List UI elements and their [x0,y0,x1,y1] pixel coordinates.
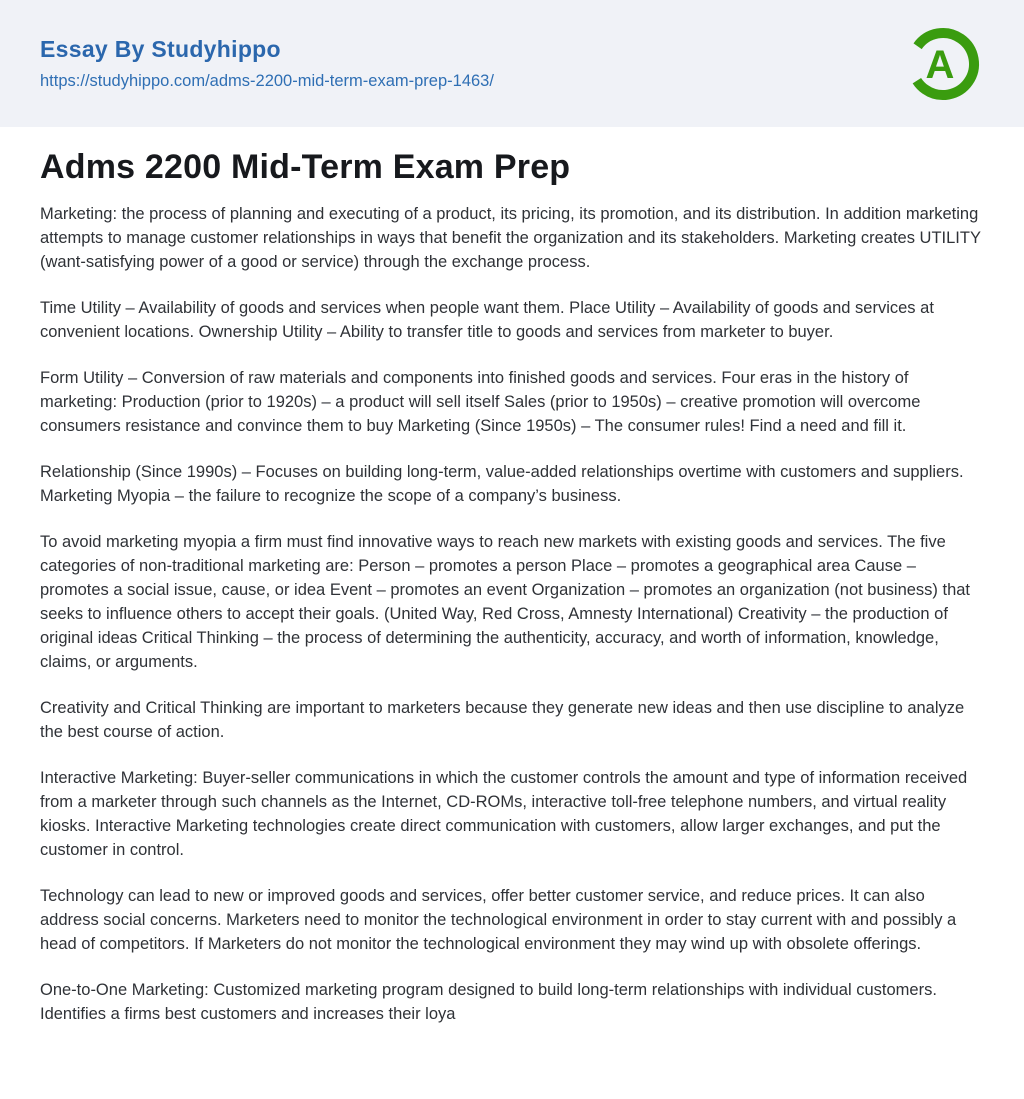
essay-paragraph: One-to-One Marketing: Customized marketing program designed to build long-term relationships with individual customers. Identifies a firms best customers and increases their loya [40,981,937,1023]
source-url-link[interactable]: https://studyhippo.com/adms-2200-mid-term-exam-prep-1463/ [40,72,494,90]
page-title: Adms 2200 Mid-Term Exam Prep [40,148,571,186]
essay-paragraph: Creativity and Critical Thinking are important to marketers because they generate new ideas and then use discipline to analyze the best course of action. [40,699,965,741]
site-title: Essay By Studyhippo [40,36,281,62]
essay-paragraph: Relationship (Since 1990s) – Focuses on building long-term, value-added relationships overtime with customers and suppliers. Marketing Myopia – the failure to recognize the scope of a company’s business. [40,463,964,505]
header-text-block [40,36,494,91]
essay-paragraph: Interactive Marketing: Buyer-seller communications in which the customer controls the amount and type of information received from a marketer through such channels as the Internet, CD-ROMs, interactive toll-free telephone numbers, and virtual reality kiosks. Interactive Marketing technologies create direct communication with customers, allow larger exchanges, and put the customer in control. [40,769,968,859]
essay-content [0,127,1024,1026]
essay-paragraph: Marketing: the process of planning and executing of a product, its pricing, its promotion, and its distribution. In addition marketing attempts to manage customer relationships in ways that benefit the organization and its stakeholders. Marketing creates UTILITY (want-satisfying power of a good or service) through the exchange process. [40,205,981,271]
essay-paragraph: To avoid marketing myopia a firm must find innovative ways to reach new markets with existing goods and services. The five categories of non-traditional marketing are: Person – promotes a person Place – promotes a geographical area Cause – promotes a social issue, cause, or idea Event – promotes an event Organization – promotes an organization (not business) that seeks to influence others to accept their goals. (United Way, Red Cross, Amnesty International) Creativity – the production of original ideas Critical Thinking – the process of determining the authenticity, accuracy, and worth of information, knowledge, claims, or arguments. [40,533,971,671]
essay-paragraph: Time Utility – Availability of goods and services when people want them. Place Utility – Availability of goods and services at convenient locations. Ownership Utility – Ability to transfer title to goods and services from marketer to buyer. [40,299,934,341]
studyhippo-logo-icon [900,21,984,107]
page-header [0,0,1024,127]
logo-letter: A [925,42,955,87]
essay-body [40,202,984,1026]
essay-paragraph: Form Utility – Conversion of raw materials and components into finished goods and services. Four eras in the history of marketing: Production (prior to 1920s) – a product will sell itself Sales (prior to 1950s) – creative promotion will overcome consumers resistance and convince them to buy Marketing (Since 1950s) – The consumer rules! Find a need and fill it. [40,369,921,435]
essay-paragraph: Technology can lead to new or improved goods and services, offer better customer service, and reduce prices. It can also address social concerns. Marketers need to monitor the technological environment in order to stay current with and possibly a head of competitors. If Marketers do not monitor the technological environment they may wind up with obsolete offerings. [40,887,957,953]
